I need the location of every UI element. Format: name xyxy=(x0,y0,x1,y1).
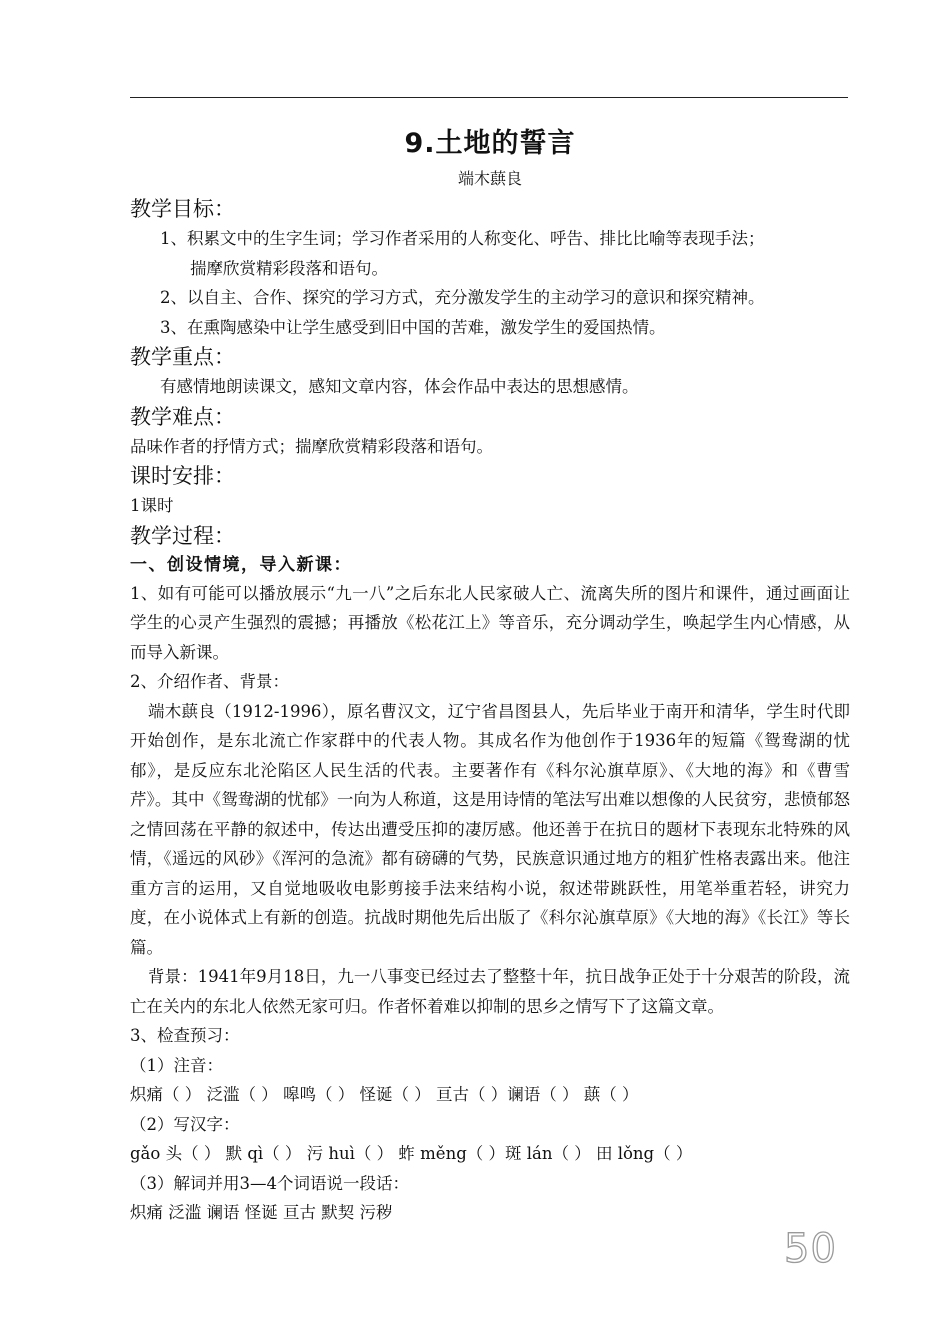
phonetic-items: 炽痛（ ） 泛滥（ ） 嗥鸣（ ） 怪诞（ ） 亘古（ ）谰语（ ） 蕻（ ） xyxy=(130,1085,639,1104)
document-page xyxy=(130,122,850,1228)
goal-item-3: 3、在熏陶感染中让学生感受到旧中国的苦难，激发学生的爱国热情。 xyxy=(160,317,666,337)
author-name: 端木蕻良 xyxy=(457,169,522,188)
schedule-heading: 课时安排： xyxy=(130,464,235,488)
write-characters-items: gǎo 头（ ） 默 qì（ ） 污 huì（ ） 蚱 měng（ ）斑 lán（ ） 田 lǒng（ ） xyxy=(130,1144,693,1163)
document-title: 9.土地的誓言 xyxy=(404,128,576,159)
author-bio-paragraph: 端木蕻良（1912-1996），原名曹汉文，辽宁省昌图县人，先后毕业于南开和清华，学生时代即开始创作，是东北流亡作家群中的代表人物。其成名作为他创作于1936年的短篇《鸳鸯湖的忧郁》，是反应东北沦陷区人民生活的代表。主要著作有《科尔沁旗草原》、《大地的海》和《曹雪芹》。其中《鸳鸯湖的忧郁》一向为人称道，这是用诗情的笔法写出难以想像的人民贫穷，悲愤郁怒之情回荡在平静的叙述中，传达出遭受压抑的凄厉感。他还善于在抗日的题材下表现东北特殊的风情，《遥远的风砂》《浑河的急流》都有磅礴的气势，民族意识通过地方的粗犷性格表露出来。他注重方言的运用，又自觉地吸收电影剪接手法来结构小说，叙述带跳跃性，用笔举重若轻，讲究力度，在小说体式上有新的创造。抗战时期他先后出版了《科尔沁旗草原》《大地的海》《长江》等长篇。 xyxy=(130,701,850,957)
vocabulary-items: 炽痛 泛滥 谰语 怪诞 亘古 默契 污秽 xyxy=(130,1203,393,1222)
goals-heading: 教学目标： xyxy=(130,197,235,221)
phonetic-question: （1）注音： xyxy=(130,1055,223,1075)
process-paragraph-2: 2、介绍作者、背景： xyxy=(130,672,289,691)
goal-item-1-cont: 揣摩欣赏精彩段落和语句。 xyxy=(190,258,388,278)
focus-text: 有感情地朗读课文，感知文章内容，体会作品中表达的思想感情。 xyxy=(160,377,639,396)
preview-check-heading: 3、检查预习： xyxy=(130,1026,240,1045)
difficulty-text: 品味作者的抒情方式；揣摩欣赏精彩段落和语句。 xyxy=(130,436,493,456)
page-number: 50 xyxy=(784,1226,837,1272)
goal-item-2: 2、以自主、合作、探究的学习方式，充分激发学生的主动学习的意识和探究精神。 xyxy=(160,288,765,307)
focus-heading: 教学重点： xyxy=(130,345,235,369)
schedule-text: 1课时 xyxy=(130,496,174,515)
process-heading: 教学过程： xyxy=(130,523,235,548)
header-rule xyxy=(130,97,848,98)
goal-item-1: 1、积累文中的生字生词；学习作者采用的人称变化、呼告、排比比喻等表现手法； xyxy=(160,229,765,248)
write-characters-question: （2）写汉字： xyxy=(130,1114,240,1134)
background-paragraph: 背景：1941年9月18日，九一八事变已经过去了整整十年，抗日战争正处于十分艰苦的阶段，流亡在关内的东北人依然无家可归。作者怀着难以抑制的思乡之情写下了这篇文章。 xyxy=(130,967,850,1016)
vocabulary-question: （3）解词并用3—4个词语说一段话： xyxy=(130,1173,409,1193)
section-1-heading: 一、创设情境，导入新课： xyxy=(130,554,352,575)
difficulty-heading: 教学难点： xyxy=(130,404,235,429)
process-paragraph-1: 1、如有可能可以播放展示“九一八”之后东北人民家破人亡、流离失所的图片和课件，通过画面让学生的心灵产生强烈的震撼；再播放《松花江上》等音乐，充分调动学生，唤起学生内心情感，从而导入新课。 xyxy=(130,583,850,662)
